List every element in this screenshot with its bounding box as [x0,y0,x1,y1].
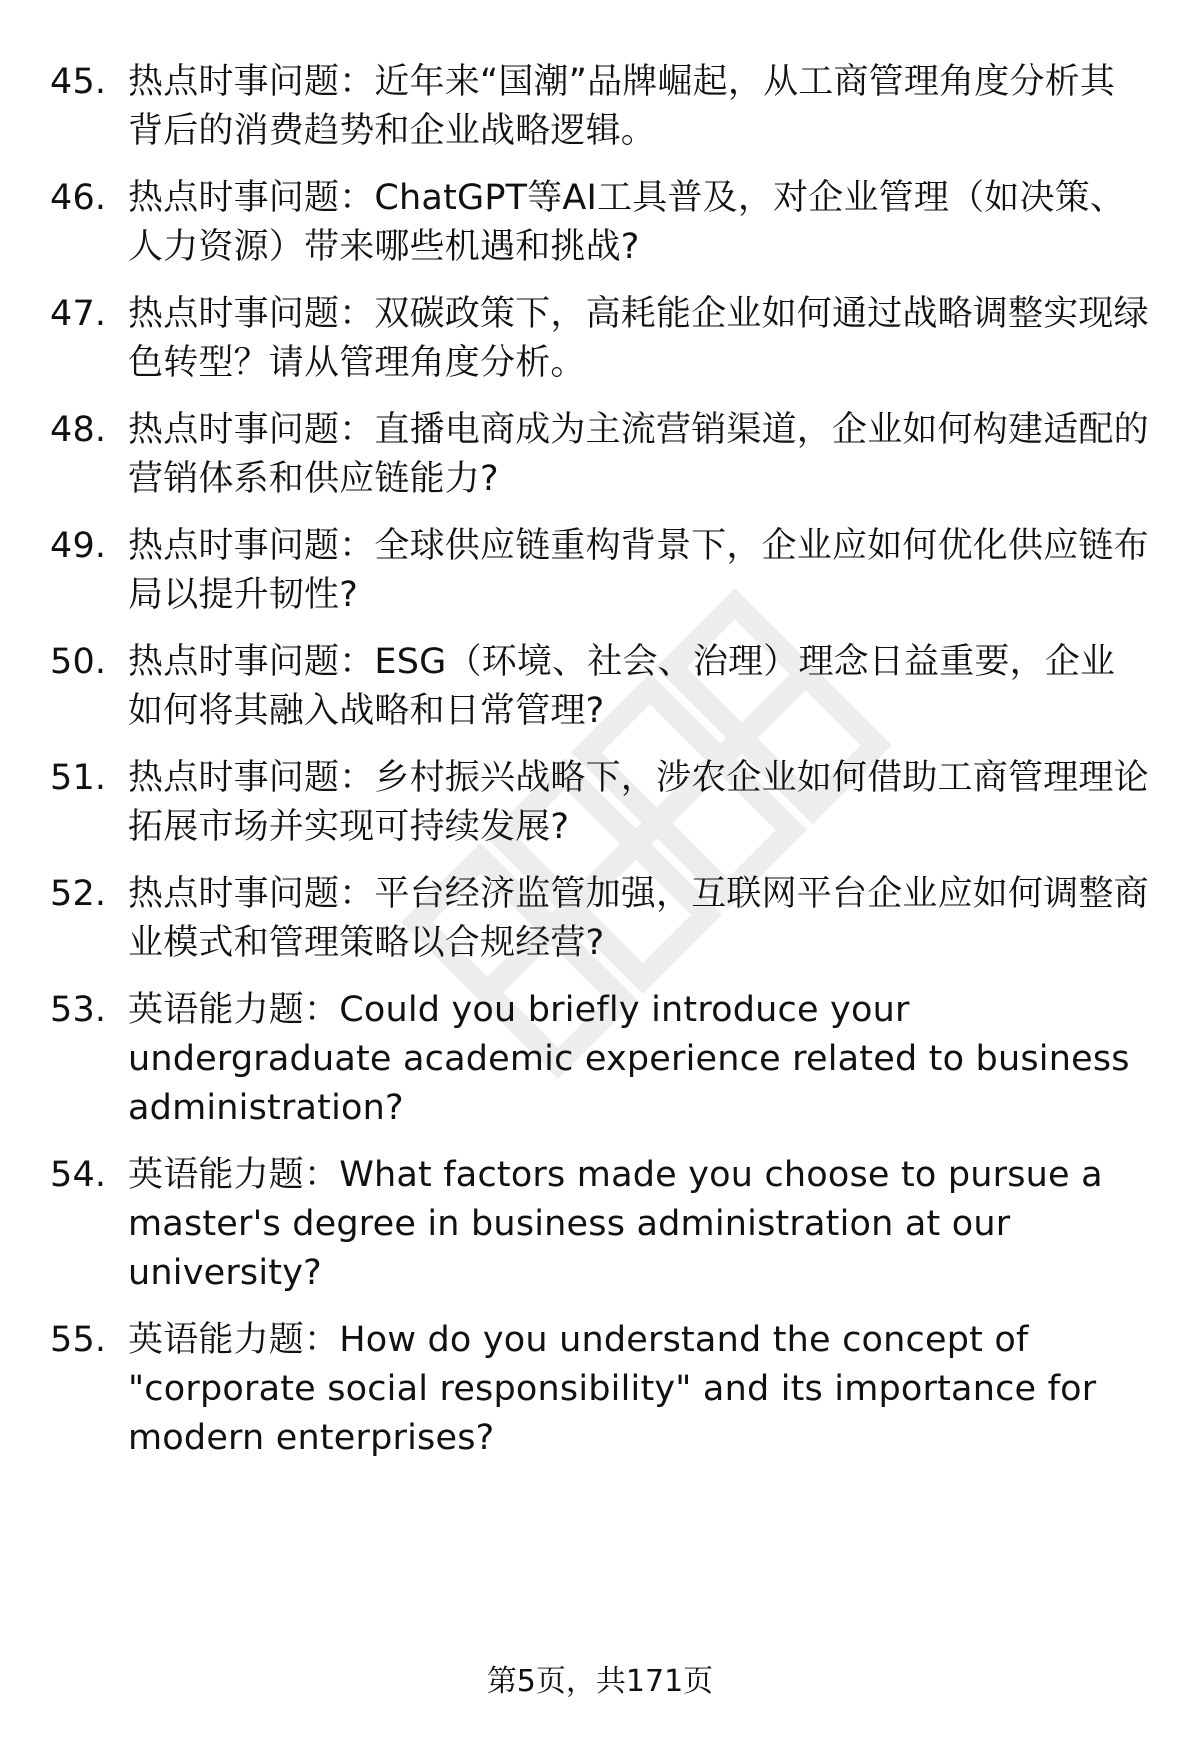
question-text: 热点时事问题：近年来“国潮”品牌崛起，从工商管理角度分析其背后的消费趋势和企业战略逻辑。 [128,62,1116,151]
page-number-footer: 第5页，共171页 [486,1664,714,1699]
question-text: 热点时事问题：全球供应链重构背景下，企业应如何优化供应链布局以提升韧性? [128,526,1149,615]
question-text: 英语能力题：What factors made you choose to pursue a master's degree in business administration at our university? [128,1155,1103,1293]
question-item [50,174,1150,272]
question-number: 52. [50,874,107,914]
question-item [50,406,1150,504]
question-item [50,754,1150,852]
question-item [50,58,1150,156]
question-number: 46. [50,178,107,218]
question-number: 51. [50,758,107,798]
question-item [50,522,1150,620]
question-item [50,638,1150,736]
question-item [50,290,1150,388]
question-text: 热点时事问题：双碳政策下，高耗能企业如何通过战略调整实现绿色转型？请从管理角度分析。 [128,294,1149,383]
question-text: 热点时事问题：乡村振兴战略下，涉农企业如何借助工商管理理论拓展市场并实现可持续发展? [128,758,1149,847]
question-text: 热点时事问题：直播电商成为主流营销渠道，企业如何构建适配的营销体系和供应链能力? [128,410,1149,499]
question-text: 热点时事问题：ESG（环境、社会、治理）理念日益重要，企业如何将其融入战略和日常管理? [128,642,1116,731]
question-item [50,1316,1150,1463]
question-list [50,58,1150,1463]
question-item [50,986,1150,1133]
question-number: 55. [50,1320,107,1360]
question-text: 英语能力题：Could you briefly introduce your undergraduate academic experience related to business administration? [128,990,1130,1128]
question-number: 45. [50,62,107,102]
question-text: 热点时事问题：平台经济监管加强，互联网平台企业应如何调整商业模式和管理策略以合规经营? [128,874,1149,963]
question-text: 英语能力题：How do you understand the concept of "corporate social responsibility" and its importance for modern enterprises? [128,1320,1097,1458]
question-number: 50. [50,642,107,682]
question-number: 53. [50,990,107,1030]
question-number: 48. [50,410,107,450]
question-item [50,870,1150,968]
question-number: 54. [50,1155,107,1195]
question-item [50,1151,1150,1298]
question-text: 热点时事问题：ChatGPT等AI工具普及，对企业管理（如决策、人力资源）带来哪些机遇和挑战? [128,178,1126,267]
question-number: 47. [50,294,107,334]
question-number: 49. [50,526,107,566]
